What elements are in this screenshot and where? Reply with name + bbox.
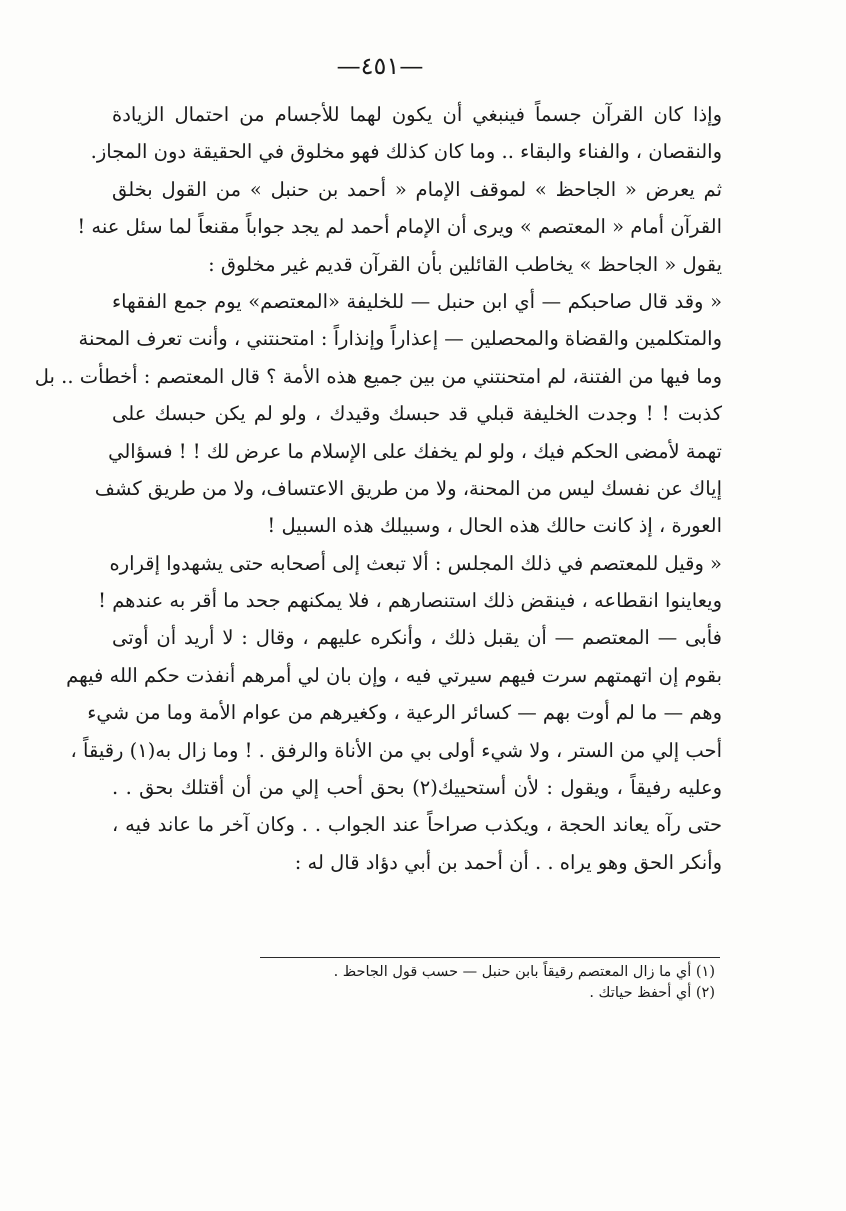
text-line: يقول « الجاحظ » يخاطب القائلين بأن القرآن قديم غير مخلوق : bbox=[208, 252, 722, 276]
text-line: القرآن أمام « المعتصم » ويرى أن الإمام أحمد لم يجد جواباً مقنعاً لما سئل عنه ! bbox=[77, 215, 722, 239]
footnote-divider bbox=[260, 957, 720, 958]
text-line: والنقصان ، والفناء والبقاء .. وما كان كذلك فهو مخلوق في الحقيقة دون المجاز. bbox=[90, 140, 722, 164]
footnote: (١) أي ما زال المعتصم رقيقاً بابن حنبل — حسب قول الجاحظ . bbox=[333, 964, 715, 980]
text-line: بقوم إن اتهمتهم سرت فيهم سيرتي فيه ، وإن بان لي أمرهم أنفذت حكم الله فيهم bbox=[66, 663, 722, 687]
text-line: تهمة لأمضى الحكم فيك ، ولو لم يخفك على الإسلام ما عرض لك ! ! فسؤالي bbox=[108, 439, 722, 463]
text-line: ثم يعرض « الجاحظ » لموقف الإمام « أحمد بن حنبل » من القول بخلق bbox=[112, 177, 722, 201]
main-text-block bbox=[34, 96, 722, 881]
text-line: إياك عن نفسك ليس من المحنة، ولا من طريق الاعتساف، ولا من طريق كشف bbox=[94, 476, 722, 500]
text-line: « وقد قال صاحبكم — أي ابن حنبل — للخليفة «المعتصم» يوم جمع الفقهاء bbox=[112, 289, 722, 313]
footnote: (٢) أي أحفظ حياتك . bbox=[589, 985, 715, 1001]
text-line: العورة ، إذ كانت حالك هذه الحال ، وسبيلك هذه السبيل ! bbox=[267, 514, 722, 538]
text-line: والمتكلمين والقضاة والمحصلين — إعذاراً وإنذاراً : امتحنتني ، وأنت تعرف المحنة bbox=[78, 327, 722, 351]
text-line: وأنكر الحق وهو يراه . . أن أحمد بن أبي دؤاد قال له : bbox=[294, 850, 722, 874]
text-line: وهم — ما لم أوت بهم — كسائر الرعية ، وكغيرهم من عوام الأمة وما من شيء bbox=[87, 701, 722, 725]
text-line: ويعاينوا انقطاعه ، فينقض ذلك استنصارهم ، فلا يمكنهم جحد ما أقر به عندهم ! bbox=[98, 589, 722, 613]
text-line: حتى رآه يعاند الحجة ، ويكذب صراحاً عند الجواب . . وكان آخر ما عاند فيه ، bbox=[112, 813, 722, 837]
text-line: وإذا كان القرآن جسماً فينبغي أن يكون لهما للأجسام من احتمال الزيادة bbox=[112, 103, 722, 126]
page-number: —٤٥١— bbox=[336, 52, 424, 80]
text-line: وعليه رفيقاً ، ويقول : لأن أستحييك(٢) بحق أحب إلي من أن أقتلك بحق . . bbox=[112, 776, 722, 800]
text-line: كذبت ! ! وجدت الخليفة قبلي قد حبسك وقيدك ، ولو لم يكن حبسك على bbox=[112, 402, 722, 426]
text-line: « وقيل للمعتصم في ذلك المجلس : ألا تبعث إلى أصحابه حتى يشهدوا إقراره bbox=[109, 551, 722, 575]
text-line: أحب إلي من الستر ، ولا شيء أولى بي من الأناة والرفق . ! وما زال به(١) رقيقاً ، bbox=[70, 738, 722, 762]
text-line: وما فيها من الفتنة، لم امتحنتني من بين جميع هذه الأمة ؟ قال المعتصم : أخطأت .. بل bbox=[34, 364, 722, 388]
text-line: فأبى — المعتصم — أن يقبل ذلك ، وأنكره عليهم ، وقال : لا أريد أن أوتى bbox=[112, 626, 722, 650]
footnotes-block bbox=[333, 962, 715, 1004]
